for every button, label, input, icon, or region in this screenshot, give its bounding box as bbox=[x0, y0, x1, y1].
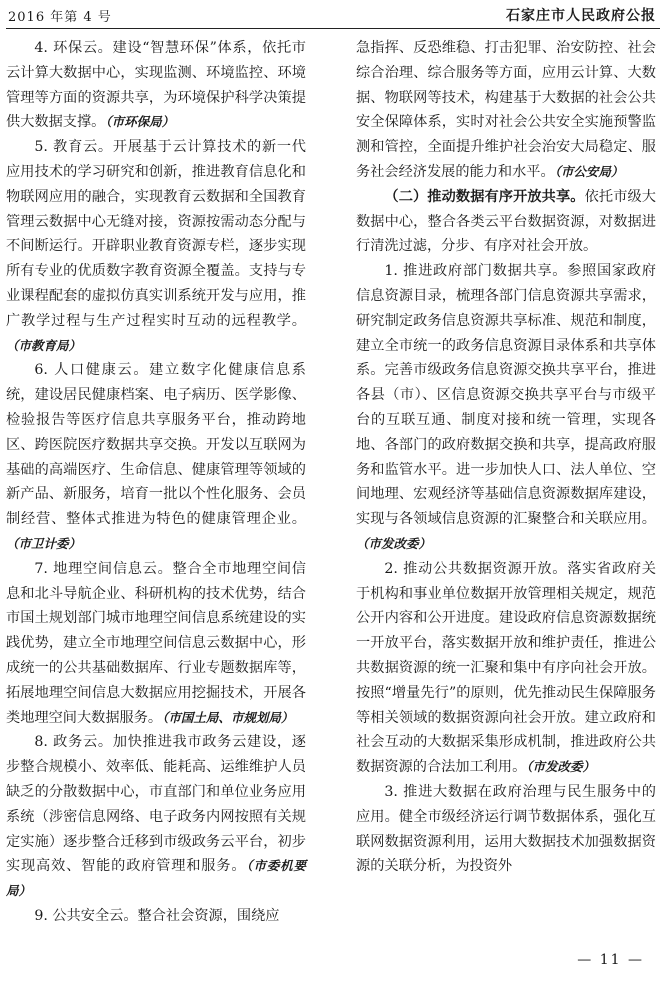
issue-label: 2016 年第 4 号 bbox=[8, 10, 112, 25]
paragraph bbox=[6, 904, 306, 929]
paragraph-continued bbox=[356, 36, 656, 185]
paragraph-text: 依托市级大数据中心，整合各类云平台数据资源，对数据进行清洗过滤，分步、有序对社会开放。 bbox=[356, 188, 656, 255]
page-header bbox=[0, 0, 666, 30]
paragraph-text: 8. 政务云。加快推进我市政务云建设，逐步整合规模小、效率低、能耗高、运维维护人员缺乏的分散数据中心，市直部门和单位业务应用系统（涉密信息网络、电子政务内网按照有关规定实施）逐步整合迁移到市级政务云平台，初步实现高效、智能的政府管理和服务。 bbox=[6, 734, 306, 875]
source-note: （市发改委） bbox=[356, 535, 432, 551]
paragraph-text: 3. 推进大数据在政府治理与民生服务中的应用。健全市级经济运行调节数据体系，强化互联网数据资源利用，运用大数据技术加强数据资源的关联分析，为投资外 bbox=[356, 783, 656, 875]
paragraph bbox=[6, 135, 306, 358]
paragraph bbox=[356, 185, 656, 259]
paragraph-text: 2. 推动公共数据资源开放。落实省政府关于机构和事业单位数据开放管理相关规定，规范公开内容和公开进度。建设政府信息资源数据统一开放平台，落实数据开放和维护责任，推进公共数据资源的统一汇聚和集中有序向社会开放。按照“增量先行”的原则，优先推动民生保障服务等相关领域的数据资源向社会开放。建立政府和社会互动的大数据采集形成机制，推进政府公共数据资源的合法加工利用。 bbox=[356, 560, 656, 776]
section-heading: （二）推动数据有序开放共享。 bbox=[384, 188, 585, 205]
paragraph-text: 6. 人口健康云。建立数字化健康信息系统，建设居民健康档案、电子病历、医学影像、检验报告等医疗信息共享服务平台，推动跨地区、跨医院医疗数据共享交换。开发以互联网为基础的高端医疗、生命信息、健康管理等领域的新产品、新服务，培育一批以个性化服务、会员制经营、整体式推进为特色的健康管理企业。 bbox=[6, 362, 306, 528]
source-note: （市公安局） bbox=[554, 163, 624, 179]
paragraph bbox=[6, 36, 306, 135]
right-column bbox=[356, 36, 656, 879]
source-note: （市委机要局） bbox=[6, 858, 306, 899]
paragraph bbox=[356, 259, 656, 557]
paragraph bbox=[356, 557, 656, 780]
source-note: （市国土局、市规划局） bbox=[162, 709, 294, 725]
source-note: （市教育局） bbox=[6, 337, 82, 353]
page-number: — 11 — bbox=[577, 952, 644, 968]
header-rule bbox=[6, 28, 660, 29]
journal-title: 石家庄市人民政府公报 bbox=[506, 8, 656, 24]
source-note: （市环保局） bbox=[105, 114, 175, 130]
left-column bbox=[6, 36, 306, 929]
paragraph-text: 急指挥、反恐维稳、打击犯罪、治安防控、社会综合治理、综合服务等方面，应用云计算、大数据、物联网等技术，构建基于大数据的社会公共安全保障体系，实时对社会公共安全实施预警监测和管控，全面提升维护社会治安大局稳定、服务社会经济发展的能力和水平。 bbox=[356, 40, 656, 180]
paragraph-text: 9. 公共安全云。整合社会资源，围绕应 bbox=[34, 907, 280, 924]
paragraph bbox=[6, 557, 306, 731]
paragraph-text: 4. 环保云。建设“智慧环保”体系，依托市云计算大数据中心，实现监测、环境监控、环境管理等方面的资源共享，为环境保护科学决策提供大数据支撑。 bbox=[6, 40, 306, 131]
source-note: （市发改委） bbox=[526, 759, 596, 775]
source-note: （市卫计委） bbox=[6, 535, 82, 551]
paragraph bbox=[6, 730, 306, 904]
paragraph-text: 5. 教育云。开展基于云计算技术的新一代应用技术的学习研究和创新，推进教育信息化和物联网应用的融合，实现教育云数据和全国教育管理云数据中心无缝对接，资源按需动态分配与不间断运行。开辟职业教育资源专栏，逐步实现所有专业的优质数字教育资源全覆盖。支持与专业课程配套的虚拟仿真实训系统开发与应用，推广教学过程与生产过程实时互动的远程教学。 bbox=[6, 139, 306, 329]
paragraph-text: 7. 地理空间信息云。整合全市地理空间信息和北斗导航企业、科研机构的技术优势，结合市国土规划部门城市地理空间信息系统建设的实践优势，建立全市地理空间信息云数据中心，形成统一的公共基础数据库、行业专题数据库等，拓展地理空间信息大数据应用挖掘技术，开展各类地理空间大数据服务。 bbox=[6, 560, 306, 726]
paragraph bbox=[6, 358, 306, 556]
paragraph-text: 1. 推进政府部门数据共享。参照国家政府信息资源目录，梳理各部门信息资源共享需求，研究制定政务信息资源共享标准、规范和制度，建立全市统一的政务信息资源目录体系和共享体系。完善市级政务信息资源交换共享平台，推进各县（市）、区信息资源交换共享平台与市级平台的互联互通、制度对接和统一管理，实现各地、各部门的政府数据交换和共享，提高政府服务和监管水平。进一步加快人口、法人单位、空间地理、宏观经济等基础信息资源数据库建设，实现与各领域信息资源的汇聚整合和关联应用。 bbox=[356, 263, 656, 528]
paragraph bbox=[356, 780, 656, 879]
